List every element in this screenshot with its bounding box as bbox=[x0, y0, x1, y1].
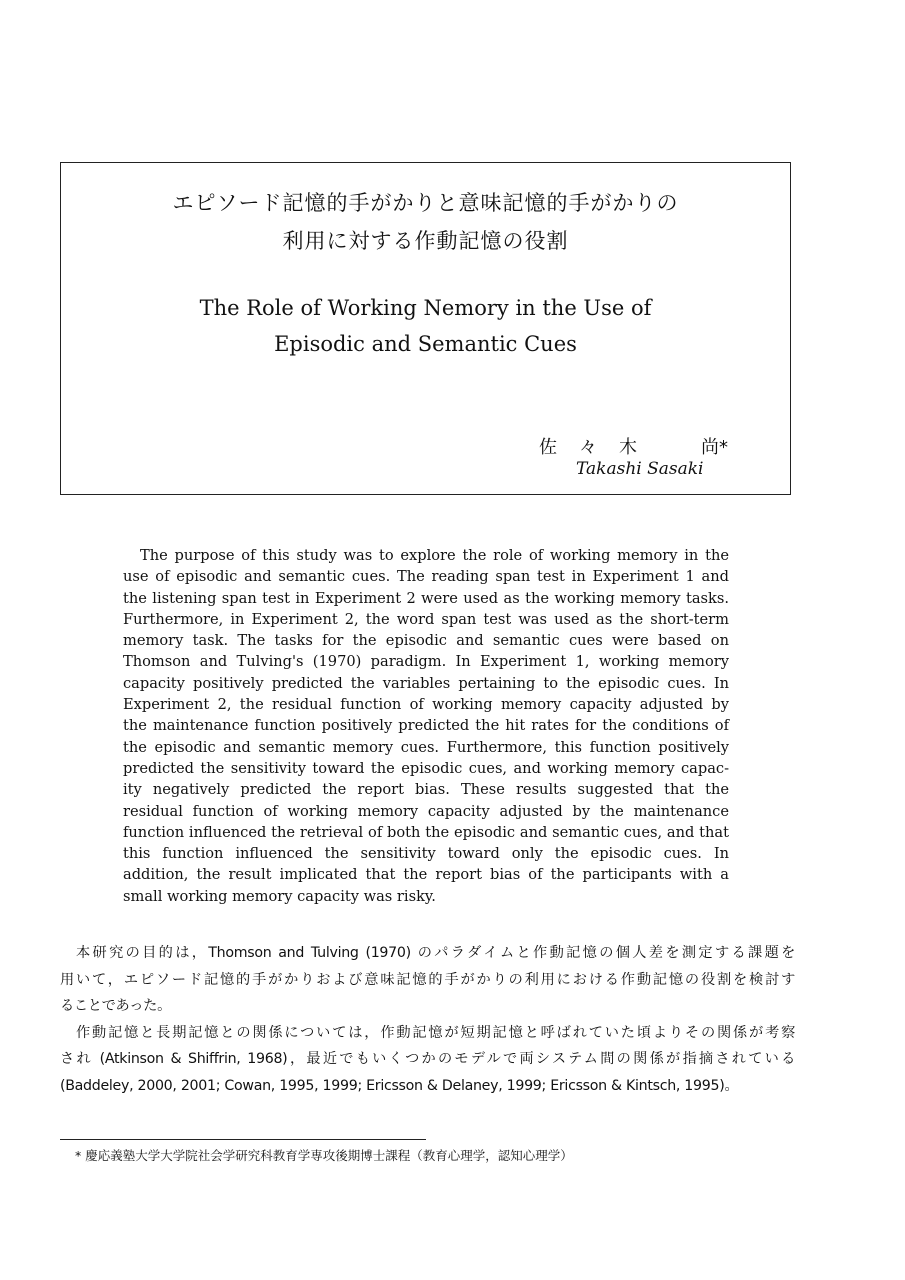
author-ja-char: 々 bbox=[579, 437, 597, 458]
abstract-line: capacity positively predicted the variables pertaining to the episodic cues. In bbox=[123, 674, 729, 692]
abstract-line: The purpose of this study was to explore the role of working memory in the bbox=[140, 547, 729, 564]
abstract-line: addition, the result implicated that the report bias of the participants with a bbox=[123, 866, 729, 884]
abstract-line: function influenced the retrieval of both the episodic and semantic cues, and that bbox=[123, 823, 729, 841]
body-line: 用いて，エピソード記憶的手がかりおよび意味記憶的手がかりの利用における作動記憶の役割を検討す bbox=[60, 971, 795, 988]
author-ja-char: 尚* bbox=[701, 437, 728, 458]
author-ja-char: 佐 bbox=[539, 437, 557, 458]
title-ja-line-1: エピソード記憶的手がかりと意味記憶的手がかりの bbox=[172, 191, 679, 215]
body-line: 本研究の目的は，Thomson and Tulving (1970) のパラダイムと作動記憶の個人差を測定する課題を bbox=[76, 945, 795, 961]
footnote: * 慶応義塾大学大学院社会学研究科教育学専攻後期博士課程（教育心理学，認知心理学） bbox=[75, 1148, 573, 1163]
abstract-line: residual function of working memory capacity adjusted by the maintenance bbox=[123, 802, 729, 820]
body-line: 作動記憶と長期記憶との関係については，作動記憶が短期記憶と呼ばれていた頃よりその関係が考察 bbox=[76, 1024, 795, 1041]
abstract-line: Furthermore, in Experiment 2, the word span test was used as the short-term bbox=[123, 610, 729, 628]
author-ja bbox=[539, 433, 741, 459]
title-ja-line-2: 利用に対する作動記憶の役割 bbox=[282, 229, 569, 253]
abstract-line: use of episodic and semantic cues. The reading span test in Experiment 1 and bbox=[123, 568, 729, 586]
body-text bbox=[60, 940, 795, 1099]
title-box bbox=[60, 162, 791, 495]
abstract bbox=[123, 545, 729, 907]
abstract-line: the maintenance function positively predicted the hit rates for the conditions of bbox=[123, 717, 729, 735]
body-line: ることであった。 bbox=[60, 998, 171, 1014]
abstract-line: small working memory capacity was risky. bbox=[123, 887, 436, 905]
body-line: (Baddeley, 2000, 2001; Cowan, 1995, 1999; Ericsson & Delaney, 1999; Ericsson & Kintsch, 1995)。 bbox=[60, 1077, 739, 1094]
title-en-line-1: The Role of Working Nemory in the Use of bbox=[199, 296, 652, 320]
title-en-line-2: Episodic and Semantic Cues bbox=[274, 332, 577, 356]
author-ja-char: 木 bbox=[619, 437, 637, 458]
body-line: され (Atkinson & Shiffrin, 1968)，最近でもいくつかのモデルで両システム間の関係が指摘されている bbox=[60, 1051, 795, 1067]
abstract-line: the listening span test in Experiment 2 were used as the working memory tasks. bbox=[123, 589, 729, 607]
abstract-line: Thomson and Tulving's (1970) paradigm. In Experiment 1, working memory bbox=[123, 653, 729, 671]
abstract-line: this function influenced the sensitivity toward only the episodic cues. In bbox=[123, 845, 729, 863]
abstract-line: ity negatively predicted the report bias. These results suggested that the bbox=[123, 781, 729, 799]
abstract-line: predicted the sensitivity toward the episodic cues, and working memory capac- bbox=[123, 759, 729, 777]
author-en: Takashi Sasaki bbox=[576, 459, 704, 479]
footnote-rule bbox=[60, 1139, 426, 1140]
abstract-line: memory task. The tasks for the episodic and semantic cues were based on bbox=[123, 632, 729, 650]
abstract-line: the episodic and semantic memory cues. Furthermore, this function positively bbox=[123, 738, 729, 756]
abstract-line: Experiment 2, the residual function of working memory capacity adjusted by bbox=[123, 696, 729, 714]
